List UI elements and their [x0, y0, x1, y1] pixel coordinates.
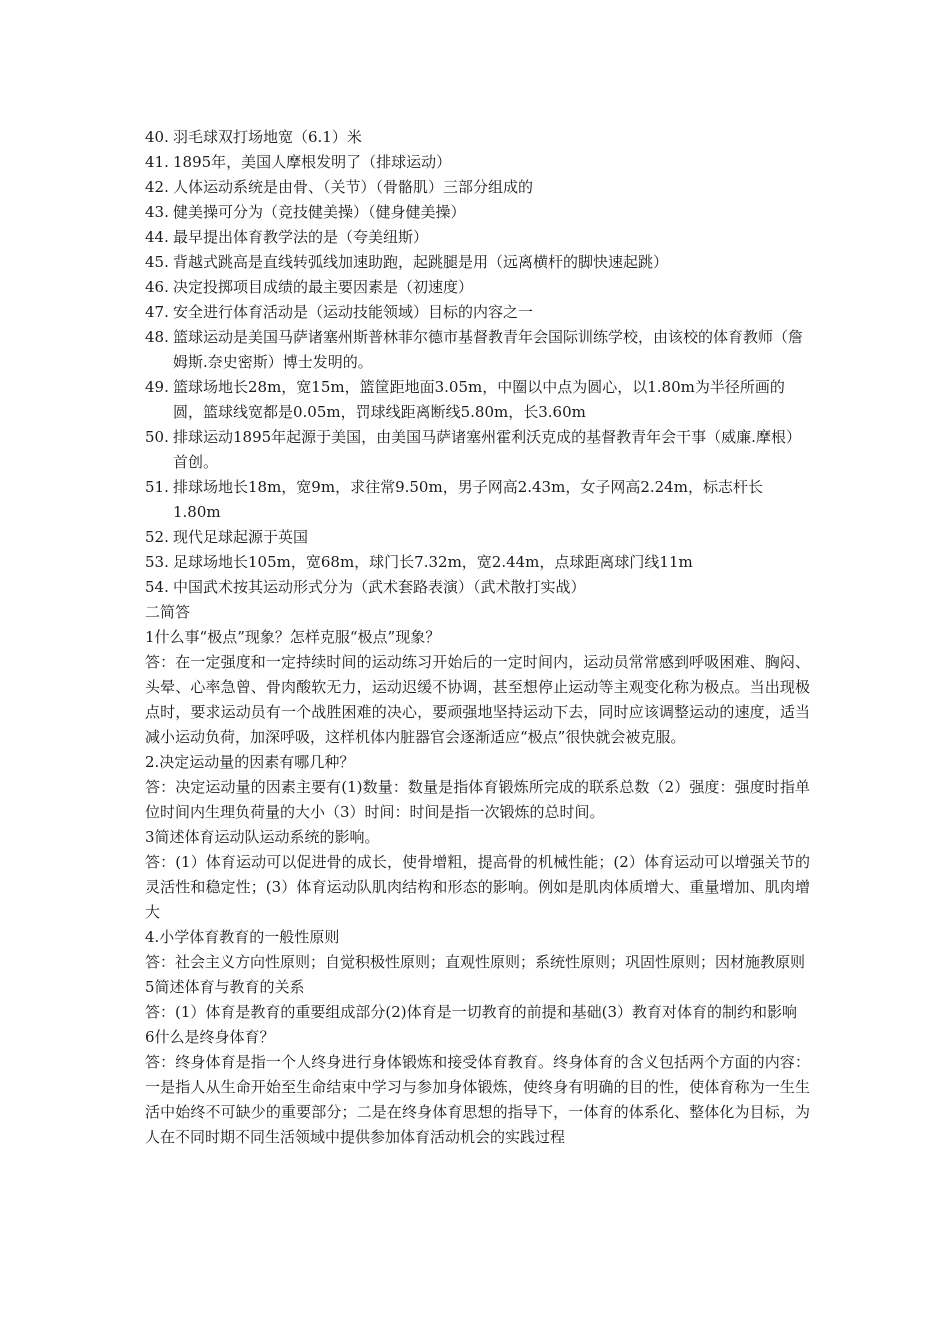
list-item	[145, 425, 810, 475]
qa-block	[145, 975, 810, 1025]
item-text: 中国武术按其运动形式分为（武术套路表演）（武术散打实战）	[173, 578, 586, 596]
qa-block	[145, 1025, 810, 1150]
list-item	[145, 325, 810, 375]
list-item	[145, 550, 810, 575]
item-number: 49.	[145, 378, 169, 396]
list-item	[145, 300, 810, 325]
item-text: 健美操可分为（竞技健美操）（健身健美操）	[173, 203, 466, 221]
item-text: 人体运动系统是由骨、（关节）（骨骼肌）三部分组成的	[173, 178, 534, 196]
answer-text: 答：在一定强度和一定持续时间的运动练习开始后的一定时间内，运动员常常感到呼吸困难、胸闷、头晕、心率急曾、骨肉酸软无力，运动迟缓不协调，甚至想停止运动等主观变化称为极点。当出现极点时，要求运动员有一个战胜困难的决心，要顽强地坚持运动下去，同时应该调整运动的速度，适当减小运动负荷，加深呼吸，这样机体内脏器官会逐渐适应“极点”很快就会被克服。	[145, 653, 810, 746]
list-item	[145, 200, 810, 225]
list-item	[145, 475, 810, 525]
list-item	[145, 575, 810, 600]
qa-block	[145, 825, 810, 925]
item-text: 篮球场地长28m，宽15m，篮筐距地面3.05m，中圈以中点为圆心，以1.80m为半径所画的圆，篮球线宽都是0.05m，罚球线距离断线5.80m，长3.60m	[173, 378, 785, 421]
section-heading: 二简答	[145, 603, 191, 621]
item-number: 40.	[145, 128, 169, 146]
item-text: 篮球运动是美国马萨诸塞州斯普林菲尔德市基督教青年会国际训练学校，由该校的体育教师（詹姆斯.奈史密斯）博士发明的。	[173, 328, 804, 371]
item-number: 47.	[145, 303, 169, 321]
item-number: 54.	[145, 578, 169, 596]
question-text: 2.决定运动量的因素有哪几种？	[145, 753, 355, 771]
qa-block	[145, 625, 810, 750]
answer-text: 答：(1）体育是教育的重要组成部分(2)体育是一切教育的前提和基础(3）教育对体育的制约和影响	[145, 1003, 798, 1021]
document-page	[145, 125, 810, 1150]
list-item	[145, 175, 810, 200]
item-text: 1895年，美国人摩根发明了（排球运动）	[173, 153, 452, 171]
item-number: 45.	[145, 253, 169, 271]
qa-block	[145, 925, 810, 975]
item-text: 最早提出体育教学法的是（夸美纽斯）	[173, 228, 429, 246]
item-number: 53.	[145, 553, 169, 571]
question-text: 5简述体育与教育的关系	[145, 978, 305, 996]
item-number: 46.	[145, 278, 169, 296]
item-number: 44.	[145, 228, 169, 246]
list-item	[145, 125, 810, 150]
item-text: 足球场地长105m，宽68m，球门长7.32m，宽2.44m，点球距离球门线11m	[173, 553, 693, 571]
question-text: 6什么是终身体育？	[145, 1028, 275, 1046]
item-text: 排球场地长18m，宽9m，求往常9.50m，男子网高2.43m，女子网高2.24m，标志杆长1.80m	[173, 478, 763, 521]
item-number: 50.	[145, 428, 169, 446]
item-number: 52.	[145, 528, 169, 546]
list-item	[145, 275, 810, 300]
question-text: 3简述体育运动队运动系统的影响。	[145, 828, 380, 846]
item-number: 48.	[145, 328, 169, 346]
item-text: 背越式跳高是直线转弧线加速助跑，起跳腿是用（远离横杆的脚快速起跳）	[173, 253, 669, 271]
qa-block	[145, 750, 810, 825]
item-text: 现代足球起源于英国	[173, 528, 309, 546]
list-item	[145, 525, 810, 550]
question-text: 4.小学体育教育的一般性原则	[145, 928, 340, 946]
item-number: 42.	[145, 178, 169, 196]
item-number: 41.	[145, 153, 169, 171]
answer-text: 答：(1）体育运动可以促进骨的成长，使骨增粗，提高骨的机械性能；(2）体育运动可以增强关节的灵活性和稳定性；(3）体育运动队肌肉结构和形态的影响。例如是肌肉体质增大、重量增加、肌肉增大	[145, 853, 810, 921]
item-number: 43.	[145, 203, 169, 221]
item-text: 安全进行体育活动是（运动技能领域）目标的内容之一	[173, 303, 534, 321]
list-item	[145, 375, 810, 425]
fill-in-answer-list	[145, 125, 810, 600]
item-text: 羽毛球双打场地宽（6.1）米	[173, 128, 362, 146]
question-text: 1什么事“极点”现象？怎样克服“极点”现象？	[145, 628, 441, 646]
item-text: 决定投掷项目成绩的最主要因素是（初速度）	[173, 278, 474, 296]
list-item	[145, 225, 810, 250]
answer-text: 答：终身体育是指一个人终身进行身体锻炼和接受体育教育。终身体育的含义包括两个方面的内容：一是指人从生命开始至生命结束中学习与参加身体锻炼，使终身有明确的目的性，使体育称为一生生活中始终不可缺少的重要部分；二是在终身体育思想的指导下，一体育的体系化、整体化为目标，为人在不同时期不同生活领域中提供参加体育活动机会的实践过程	[145, 1053, 810, 1146]
answer-text: 答：社会主义方向性原则；自觉积极性原则；直观性原则；系统性原则；巩固性原则；因材施教原则	[145, 953, 806, 971]
item-text: 排球运动1895年起源于美国，由美国马萨诸塞州霍利沃克成的基督教青年会干事（威廉.摩根）首创。	[173, 428, 801, 471]
list-item	[145, 250, 810, 275]
answer-text: 答：决定运动量的因素主要有(1)数量：数量是指体育锻炼所完成的联系总数（2）强度：强度时指单位时间内生理负荷量的大小（3）时间：时间是指一次锻炼的总时间。	[145, 778, 810, 821]
item-number: 51.	[145, 478, 169, 496]
list-item	[145, 150, 810, 175]
